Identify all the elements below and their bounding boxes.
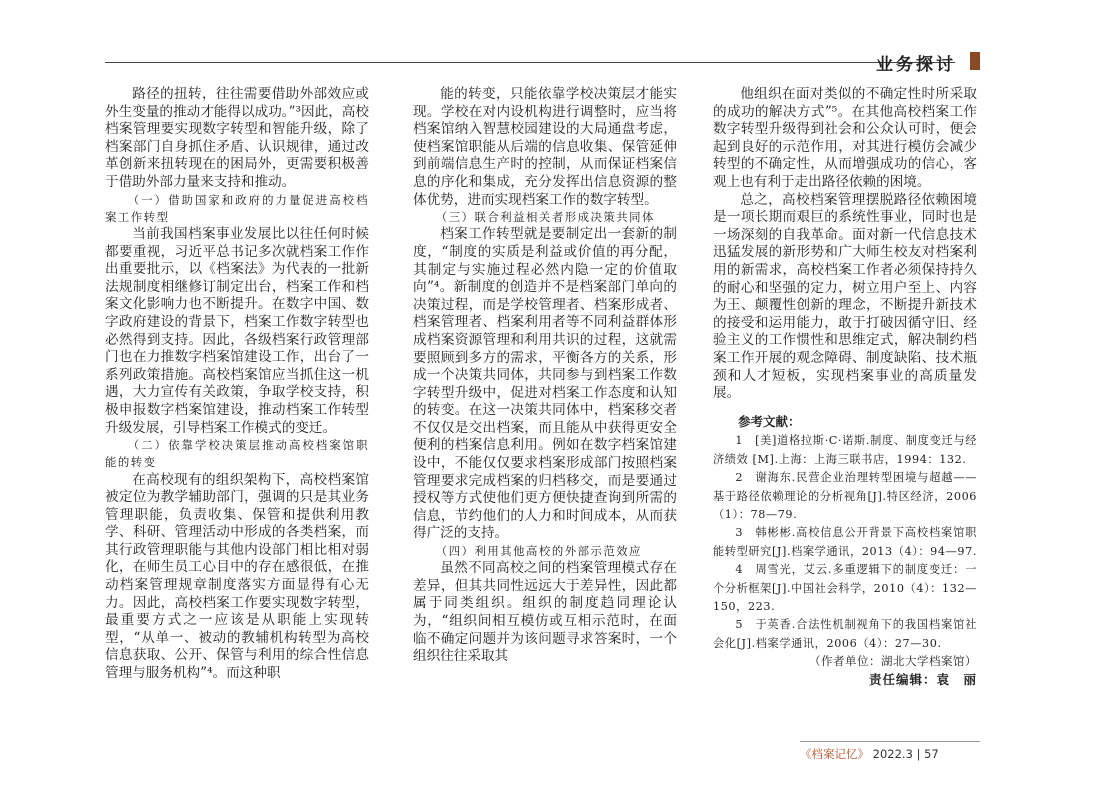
paragraph: 总之，高校档案管理摆脱路径依赖困境是一项长期而艰巨的系统性事业，同时也是一场深刻的自我革命。面对新一代信息技术迅猛发展的新形势和广大师生校友对档案利用的新需求，高校档案工作者必须保持持久的耐心和坚强的定力，树立用户至上、内容为王、颠覆性创新的理念，不断提升新技术的接受和运用能力，敢于打破因循守旧、经验主义的工作惯性和思维定式，解决制约档案工作开展的观念障碍、制度缺陷、技术瓶颈和人才短板，实现档案事业的高质量发展。 [713, 191, 977, 402]
page-number: 57 [924, 747, 939, 761]
paragraph: 虽然不同高校之间的档案管理模式存在差异，但其共同性远远大于差异性，因此都属于同类组织。组织的制度趋同理论认为，“组织间相互模仿或互相示范时，在面临不确定问题并为该问题寻求答案时，一个组织往往采取其 [413, 560, 677, 665]
reference-item: 3 韩彬彬.高校信息公开背景下高校档案馆职能转型研究[J].档案学通讯，2013（4）：94—97. [713, 526, 978, 558]
references-heading: 参考文献： [738, 413, 801, 429]
paragraph: 当前我国档案事业发展比以往任何时候都要重视，习近平总书记多次就档案工作作出重要批示，以《档案法》为代表的一批新法规制度相继修订制定出台，档案工作和档案文化影响力也不断提升。在数字中国、数字政府建设的背景下，档案工作数字转型也必然得到支持。因此，各级档案行政管理部门也在力推数字档案馆建设工作，出台了一系列政策措施。高校档案馆应当抓住这一机遇，大力宣传有关政策，争取学校支持，积极申报数字档案馆建设，推动档案工作转型升级发展，引导档案工作模式的变迁。 [105, 225, 369, 436]
paragraph: 能的转变，只能依靠学校决策层才能实现。学校在对内设机构进行调整时，应当将档案馆纳入智慧校园建设的大局通盘考虑，使档案馆职能从后端的信息收集、保管延伸到前端信息生产时的控制，从而保证档案信息的序化和集成，充分发挥出信息资源的整体优势，进而实现档案工作的数字转型。 [413, 86, 677, 208]
header-rule [105, 62, 955, 63]
issue-number: 2022.3 [872, 747, 913, 761]
paragraph: 档案工作转型就是要制定出一套新的制度，“制度的实质是利益或价值的再分配，其制定与实施过程必然内隐一定的价值取向”⁴。新制度的创造并不是档案部门单向的决策过程，而是学校管理者、档案形成者、档案管理者、档案利用者等不同利益群体形成档案资源管理和利用共识的过程，这就需要照顾到多方的需求，平衡各方的关系，形成一个决策共同体，共同参与到档案工作数字转型升级中，促进对档案工作态度和认知的转变。在这一决策共同体中，档案移交者不仅仅是交出档案，而且能从中获得更安全便利的档案信息利用。例如在数字档案馆建设中，不能仅仅要求档案形成部门按照档案管理要求完成档案的归档移交，而是要通过授权等方式使他们更方便快捷查询到所需的信息，节约他们的人力和时间成本，从而获得广泛的支持。 [413, 226, 677, 542]
paragraph: 在高校现有的组织架构下，高校档案馆被定位为教学辅助部门，强调的只是其业务管理职能，负责收集、保管和提供利用教学、科研、管理活动中形成的各类档案，而其行政管理职能与其他内设部门相比相对弱化，在师生员工心目中的存在感很低，在推动档案管理规章制度落实方面显得有心无力。因此，高校档案工作要实现数字转型，最重要方式之一应该是从职能上实现转型，“从单一、被动的教辅机构转型为高校信息获取、公开、保管与利用的综合性信息管理与服务机构”⁴。而这种职 [105, 471, 369, 682]
paragraph: 他组织在面对类似的不确定性时所采取的成功的解决方式”⁵。在其他高校档案工作数字转型升级得到社会和公众认可时，便会起到良好的示范作用，对其进行模仿会减少转型的不确定性，从而增强成功的信心，客观上也有利于走出路径依赖的困境。 [713, 86, 977, 190]
column-2 [413, 86, 677, 666]
author-affiliation: （作者单位：湖北大学档案馆） [809, 654, 977, 669]
subheading: （二）依靠学校决策层推动高校档案馆职能的转变 [105, 438, 369, 470]
column-1 [105, 86, 369, 683]
subheading: （三）联合利益相关者形成决策共同体 [435, 210, 655, 225]
reference-item: 1 [美]道格拉斯·C·诺斯.制度、制度变迁与经济绩效 [M].上海：上海三联书店，1994：132. [713, 434, 977, 466]
page-footer [800, 746, 939, 762]
reference-item: 5 于英香.合法性机制视角下的我国档案馆社会化[J].档案学通讯，2006（4）：27—30. [713, 618, 977, 650]
subheading: （四）利用其他高校的外部示范效应 [435, 544, 643, 559]
reference-item: 2 谢海东.民营企业治理转型困境与超越——基于路径依赖理论的分析视角[J].特区经济，2006（1）：78—79. [713, 471, 977, 521]
paragraph: 路径的扭转，往往需要借助外部效应或外生变量的推动才能得以成功。”³因此，高校档案管理要实现数字转型和智能升级，除了档案部门自身抓住矛盾、认识规律，通过改革创新来扭转现在的困局外，更需要积极善于借助外部力量来支持和推动。 [105, 86, 369, 190]
section-title: 业务探讨 [876, 55, 956, 75]
reference-item: 4 周雪光，艾云.多重逻辑下的制度变迁：一个分析框架[J].中国社会科学，2010（4）：132—150，223. [713, 563, 977, 613]
subheading: （一）借助国家和政府的力量促进高校档案工作转型 [105, 192, 369, 224]
responsible-editor: 责任编辑：袁 丽 [868, 671, 977, 687]
journal-name: 《档案记忆》 [800, 747, 869, 761]
column-3 [713, 86, 977, 688]
header-accent-bar [970, 52, 980, 70]
footer-separator: | [916, 747, 921, 761]
footer-rule [800, 741, 980, 742]
